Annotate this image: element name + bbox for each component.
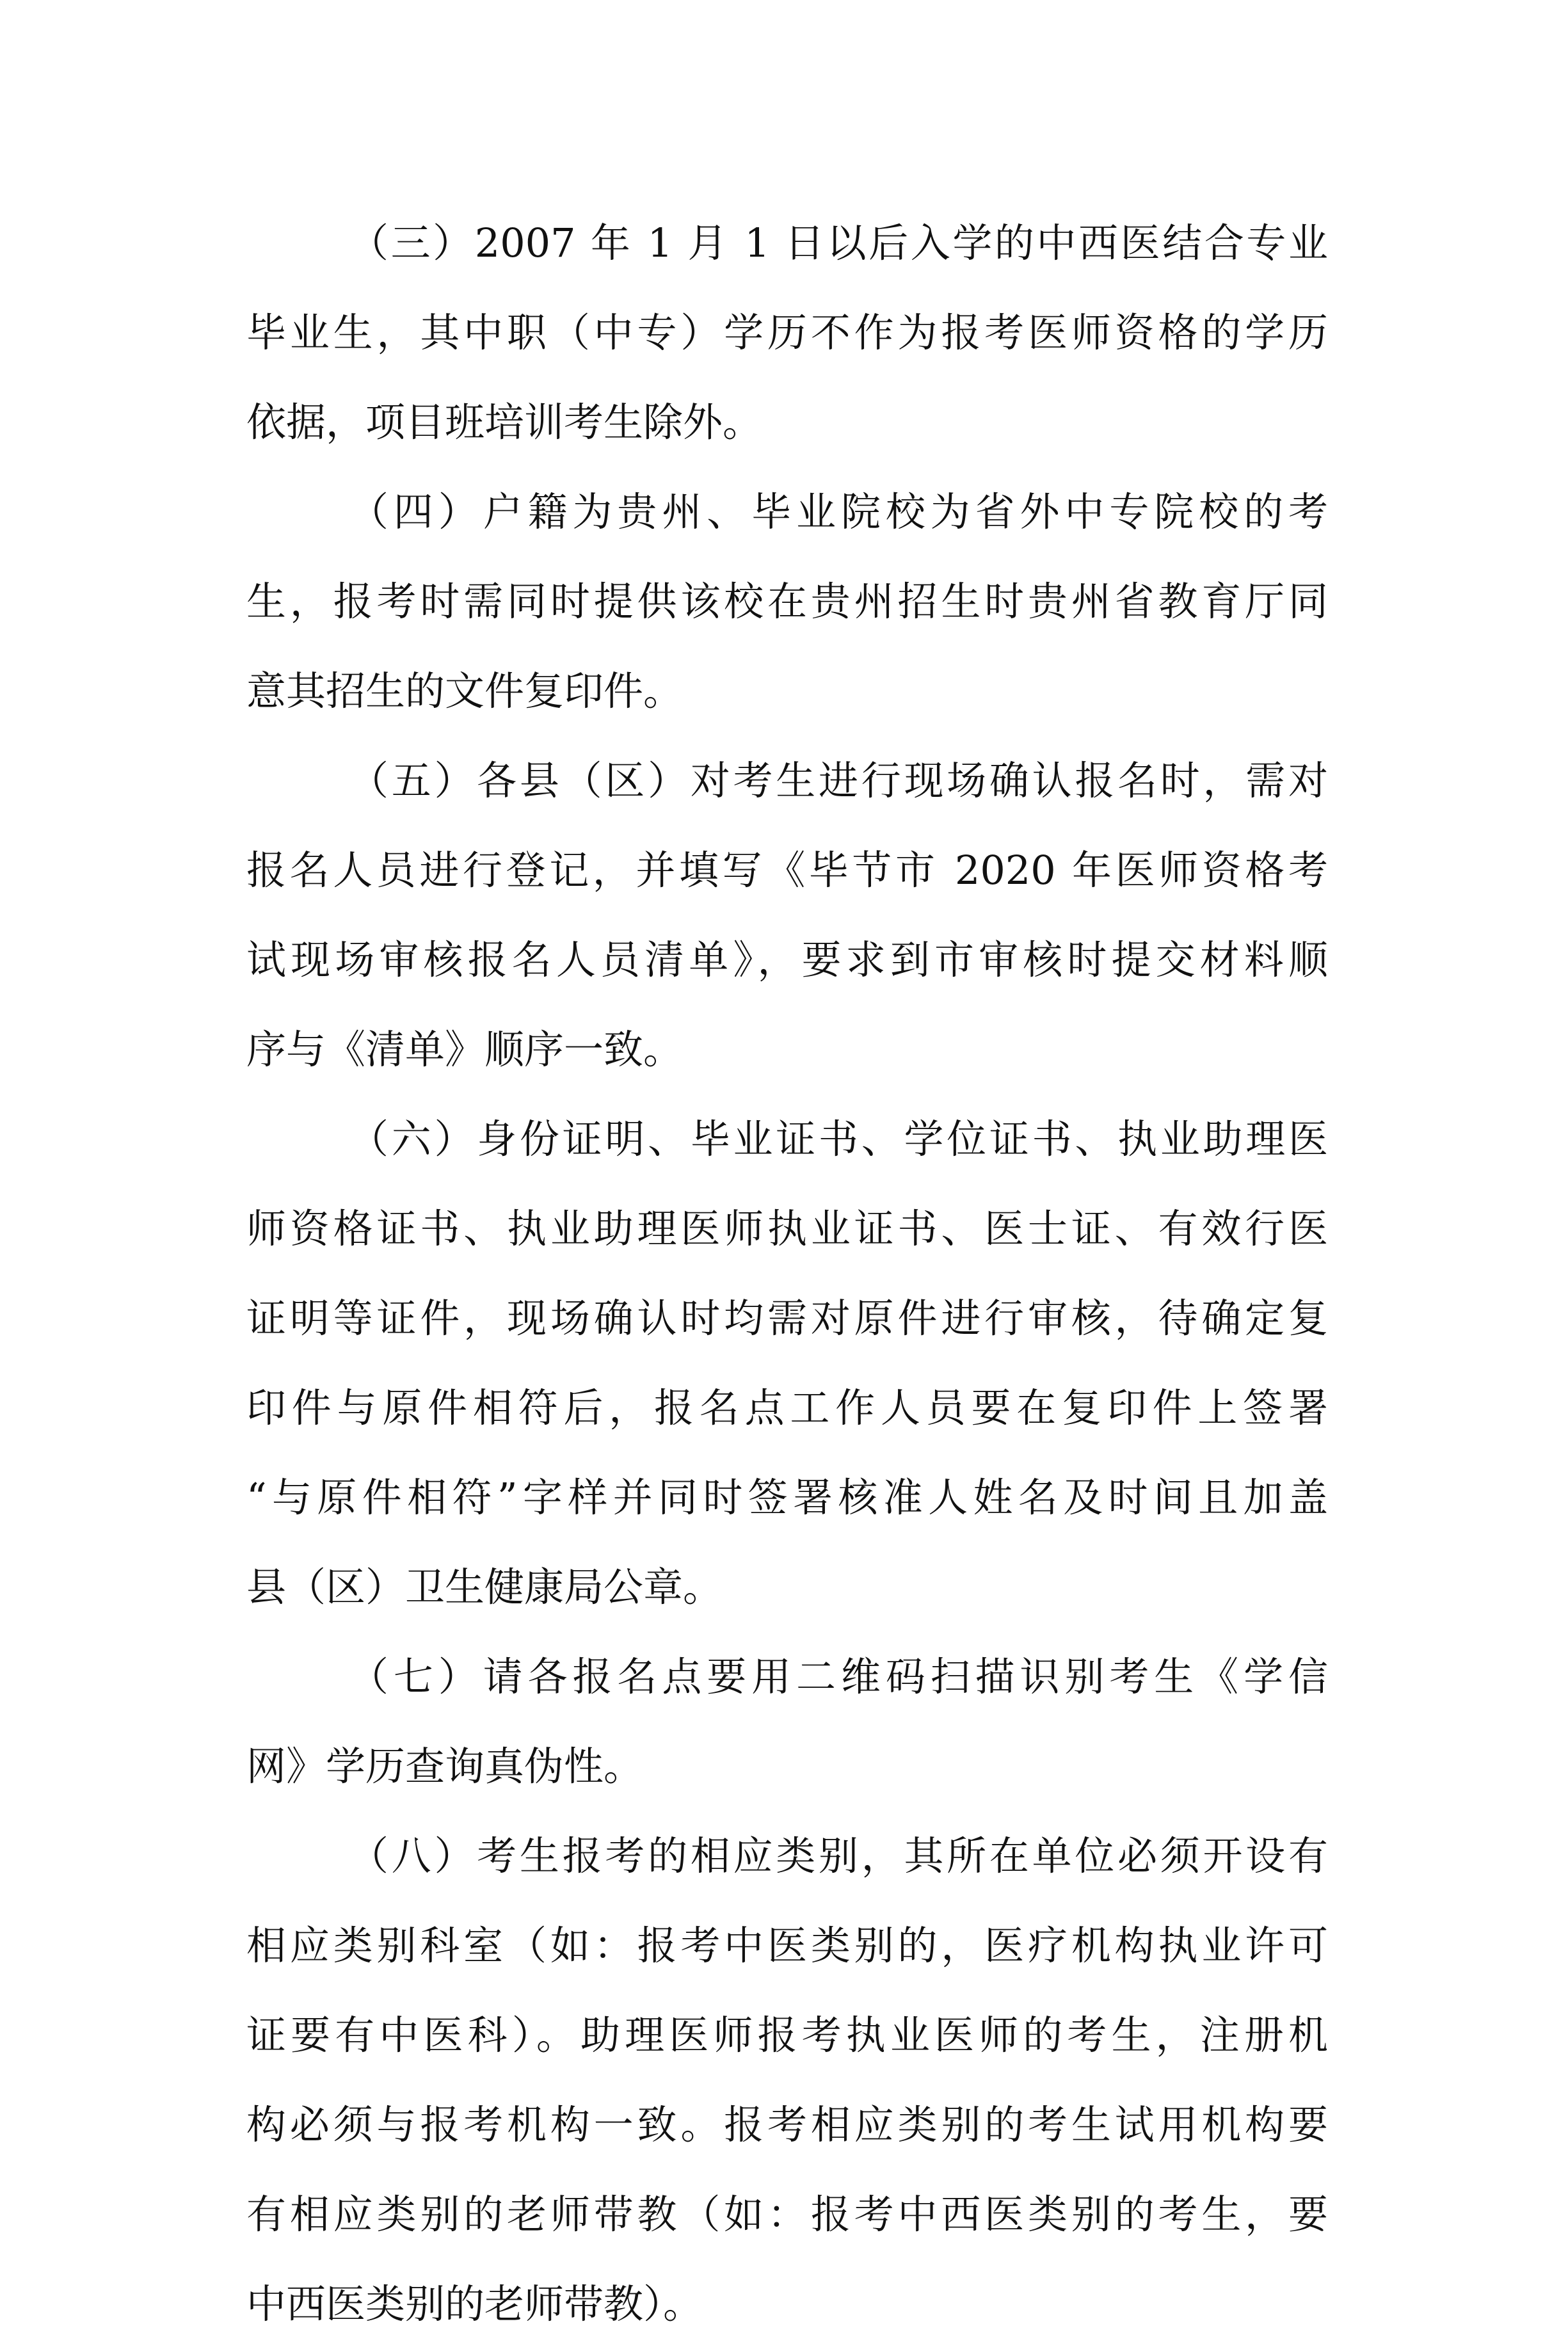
paragraph-line: 序与《清单》顺序一致。 [246, 1026, 684, 1073]
paragraph-line: 相应类别科室（如：报考中医类别的，医疗机构执业许可 [246, 1922, 1328, 1969]
paragraph-line: （四）户籍为贵州、毕业院校为省外中专院校的考 [349, 488, 1328, 535]
paragraph-8 [246, 1811, 1328, 2349]
paragraph-6 [246, 1094, 1328, 1632]
paragraph-line: （七）请各报名点要用二维码扫描识别考生《学信 [349, 1653, 1328, 1700]
paragraph-line: 生，报考时需同时提供该校在贵州招生时贵州省教育厅同 [246, 578, 1328, 625]
paragraph-line: 报名人员进行登记，并填写《毕节市 2020 年医师资格考 [246, 847, 1328, 894]
paragraph-line: 师资格证书、执业助理医师执业证书、医士证、有效行医 [246, 1205, 1328, 1252]
paragraph-line: 依据，项目班培训考生除外。 [246, 399, 763, 445]
paragraph-7 [246, 1632, 1328, 1811]
paragraph-line: 有相应类别的老师带教（如：报考中西医类别的考生，要 [246, 2191, 1328, 2238]
document-body [246, 198, 1328, 2349]
paragraph-line: （六）身份证明、毕业证书、学位证书、执业助理医 [349, 1116, 1328, 1162]
paragraph-line: 网》学历查询真伪性。 [246, 1743, 644, 1790]
paragraph-3 [246, 198, 1328, 467]
paragraph-line: 意其招生的文件复印件。 [246, 668, 684, 714]
paragraph-line: 证要有中医科）。助理医师报考执业医师的考生，注册机 [246, 2012, 1328, 2058]
paragraph-line: 试现场审核报名人员清单》，要求到市审核时提交材料顺 [246, 936, 1328, 983]
paragraph-line: 构必须与报考机构一致。报考相应类别的考生试用机构要 [246, 2101, 1328, 2148]
paragraph-5 [246, 736, 1328, 1094]
paragraph-line: （五）各县（区）对考生进行现场确认报名时，需对 [349, 757, 1328, 804]
paragraph-4 [246, 467, 1328, 736]
paragraph-line: （八）考生报考的相应类别，其所在单位必须开设有 [349, 1832, 1328, 1879]
paragraph-line: 毕业生，其中职（中专）学历不作为报考医师资格的学历 [246, 309, 1328, 356]
paragraph-line: 证明等证件，现场确认时均需对原件进行审核，待确定复 [246, 1295, 1328, 1342]
paragraph-line: 印件与原件相符后，报名点工作人员要在复印件上签署 [246, 1384, 1328, 1431]
paragraph-line: 中西医类别的老师带教）。 [246, 2281, 703, 2327]
paragraph-line: 县（区）卫生健康局公章。 [246, 1564, 723, 1610]
paragraph-line: （三）2007 年 1 月 1 日以后入学的中西医结合专业 [349, 220, 1328, 266]
paragraph-line: “与原件相符”字样并同时签署核准人姓名及时间且加盖 [246, 1474, 1328, 1521]
